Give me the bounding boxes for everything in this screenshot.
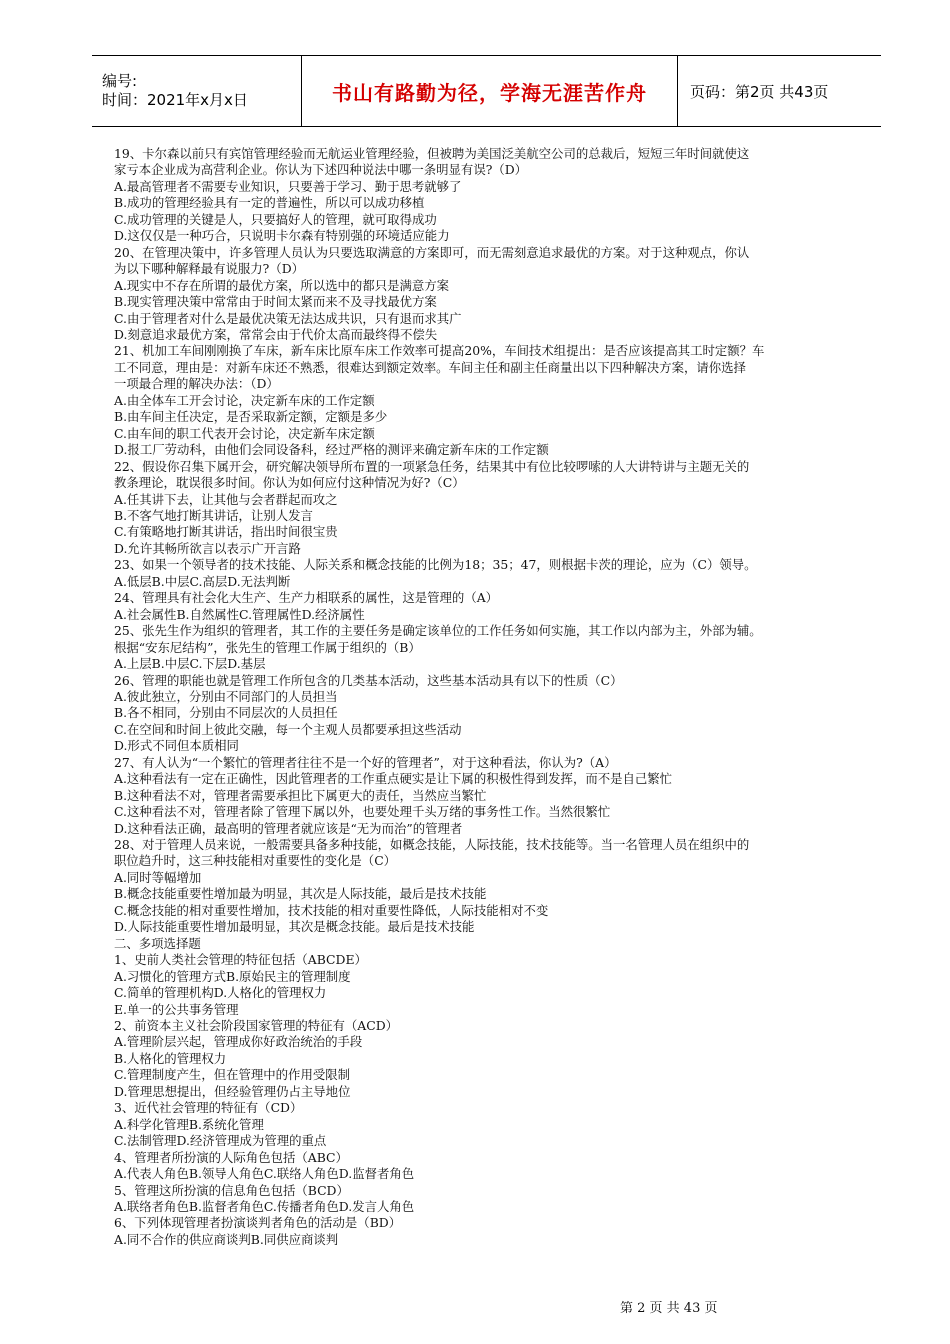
header-meta bbox=[92, 56, 302, 126]
text-line: D.这仅仅是一种巧合，只说明卡尔森有特别强的环境适应能力 bbox=[114, 228, 450, 244]
document-number-label: 编号: bbox=[102, 72, 138, 90]
text-line: B.成功的管理经验具有一定的普遍性，所以可以成功移植 bbox=[114, 195, 425, 211]
text-line: 5、管理这所扮演的信息角色包括（BCD） bbox=[114, 1182, 349, 1198]
text-line: A.彼此独立，分别由不同部门的人员担当 bbox=[114, 688, 338, 704]
header-page-info: 页码：第2页 共43页 bbox=[690, 82, 829, 101]
text-line: A.最高管理者不需要专业知识，只要善于学习、勤于思考就够了 bbox=[114, 178, 462, 194]
text-line: 根据“安东尼结构”，张先生的管理工作属于组织的（B） bbox=[114, 639, 421, 655]
text-line: D.报工厂劳动科，由他们会同设备科，经过严格的测评来确定新车床的工作定额 bbox=[114, 442, 549, 458]
text-line: 4、管理者所扮演的人际角色包括（ABC） bbox=[114, 1149, 348, 1165]
text-line: 二、多项选择题 bbox=[114, 935, 201, 951]
text-line: D.人际技能重要性增加最明显，其次是概念技能。最后是技术技能 bbox=[114, 919, 475, 935]
text-line: B.概念技能重要性增加最为明显，其次是人际技能，最后是技术技能 bbox=[114, 886, 487, 902]
text-line: 22、假设你召集下属开会，研究解决领导所布置的一项紧急任务，结果其中有位比较啰嗦的人大讲特讲与主题无关的 bbox=[114, 458, 750, 474]
text-line: 20、在管理决策中，许多管理人员认为只要选取满意的方案即可，而无需刻意追求最优的方案。对于这种观点，你认 bbox=[114, 244, 750, 260]
text-line: A.习惯化的管理方式B.原始民主的管理制度 bbox=[114, 968, 351, 984]
text-line: A.管理阶层兴起，管理成你好政治统治的手段 bbox=[114, 1034, 363, 1050]
text-line: A.科学化管理B.系统化管理 bbox=[114, 1116, 264, 1132]
text-line: A.同不合作的供应商谈判B.同供应商谈判 bbox=[114, 1231, 339, 1247]
page-footer: 第 2 页 共 43 页 bbox=[620, 1301, 718, 1316]
text-line: B.不客气地打断其讲话，让别人发言 bbox=[114, 507, 313, 523]
text-line: 27、有人认为“一个繁忙的管理者往往不是一个好的管理者”，对于这种看法，你认为?（A） bbox=[114, 754, 617, 770]
page-header bbox=[92, 55, 881, 127]
document-body bbox=[114, 146, 859, 1248]
text-line: A.低层B.中层C.高层D.无法判断 bbox=[114, 573, 291, 589]
text-line: C.由车间的职工代表开会讨论，决定新车床定额 bbox=[114, 425, 375, 441]
text-line: 2、前资本主义社会阶段国家管理的特征有（ACD） bbox=[114, 1018, 399, 1034]
text-line: 3、近代社会管理的特征有（CD） bbox=[114, 1100, 303, 1116]
text-line: A.代表人角色B.领导人角色C.联络人角色D.监督者角色 bbox=[114, 1166, 415, 1182]
text-line: 1、史前人类社会管理的特征包括（ABCDE） bbox=[114, 952, 367, 968]
text-line: B.这种看法不对，管理者需要承担比下属更大的责任，当然应当繁忙 bbox=[114, 787, 487, 803]
text-line: 26、管理的职能也就是管理工作所包含的几类基本活动，这些基本活动具有以下的性质（C） bbox=[114, 672, 623, 688]
text-line: D.形式不同但本质相同 bbox=[114, 738, 239, 754]
text-line: E.单一的公共事务管理 bbox=[114, 1001, 239, 1017]
text-line: B.各不相同，分别由不同层次的人员担任 bbox=[114, 705, 338, 721]
text-line: A.上层B.中层C.下层D.基层 bbox=[114, 656, 266, 672]
text-line: B.由车间主任决定，是否采取新定额，定额是多少 bbox=[114, 409, 388, 425]
text-line: D.管理思想提出，但经验管理仍占主导地位 bbox=[114, 1083, 351, 1099]
text-line: C.成功管理的关键是人，只要搞好人的管理，就可取得成功 bbox=[114, 211, 437, 227]
text-line: 教条理论，耽误很多时间。你认为如何应付这种情况为好?（C） bbox=[114, 475, 465, 491]
text-line: C.由于管理者对什么是最优决策无法达成共识，只有退而求其广 bbox=[114, 310, 462, 326]
text-line: C.概念技能的相对重要性增加，技术技能的相对重要性降低，人际技能相对不变 bbox=[114, 902, 549, 918]
text-line: 25、张先生作为组织的管理者，其工作的主要任务是确定该单位的工作任务如何实施，其工作以内部为主，外部为辅。 bbox=[114, 623, 762, 639]
text-line: A.任其讲下去，让其他与会者群起而攻之 bbox=[114, 491, 338, 507]
text-line: C.法制管理D.经济管理成为管理的重点 bbox=[114, 1133, 327, 1149]
text-line: 工不同意，理由是：对新车床还不熟悉，很难达到额定效率。车间主任和副主任商量出以下四种解决方案，请你选择 bbox=[114, 359, 746, 375]
text-line: D.这种看法正确，最高明的管理者就应该是“无为而治”的管理者 bbox=[114, 820, 463, 836]
document-time: 时间：2021年x月x日 bbox=[102, 91, 248, 109]
header-motto-cell bbox=[302, 56, 678, 126]
text-line: 19、卡尔森以前只有宾馆管理经验而无航运业管理经验，但被聘为美国泛美航空公司的总裁后，短短三年时间就使这 bbox=[114, 146, 750, 161]
text-line: C.有策略地打断其讲话，指出时间很宝贵 bbox=[114, 524, 338, 540]
text-line: 21、机加工车间刚刚换了车床，新车床比原车床工作效率可提高20%，车间技术组提出：是否应该提高其工时定额？车 bbox=[114, 343, 765, 359]
header-motto: 书山有路勤为径，学海无涯苦作舟 bbox=[332, 80, 647, 105]
text-line: D.允许其畅所欲言以表示广开言路 bbox=[114, 540, 301, 556]
text-line: 家亏本企业成为高营利企业。你认为下述四种说法中哪一条明显有误?（D） bbox=[114, 162, 528, 178]
text-line: 职位趋升时，这三种技能相对重要性的变化是（C） bbox=[114, 853, 397, 869]
text-line: B.人格化的管理权力 bbox=[114, 1050, 227, 1066]
header-page-cell bbox=[678, 56, 881, 126]
text-line: 28、对于管理人员来说，一般需要具备多种技能，如概念技能，人际技能，技术技能等。当一名管理人员在组织中的 bbox=[114, 837, 750, 853]
text-line: 6、下列体现管理者扮演谈判者角色的活动是（BD） bbox=[114, 1215, 402, 1231]
text-line: C.管理制度产生，但在管理中的作用受限制 bbox=[114, 1067, 351, 1083]
text-line: A.联络者角色B.监督者角色C.传播者角色D.发言人角色 bbox=[114, 1199, 415, 1214]
text-line: B.现实管理决策中常常由于时间太紧而来不及寻找最优方案 bbox=[114, 294, 437, 310]
text-line: C.简单的管理机构D.人格化的管理权力 bbox=[114, 985, 327, 1001]
text-line: 为以下哪种解释最有说服力?（D） bbox=[114, 261, 305, 277]
text-line: 一项最合理的解决办法：（D） bbox=[114, 376, 279, 392]
text-line: A.同时等幅增加 bbox=[114, 869, 202, 885]
text-line: A.现实中不存在所谓的最优方案，所以选中的都只是满意方案 bbox=[114, 277, 450, 293]
text-line: D.刻意追求最优方案，常常会由于代价太高而最终得不偿失 bbox=[114, 326, 438, 342]
text-line: A.由全体车工开会讨论，决定新车床的工作定额 bbox=[114, 392, 375, 408]
text-line: 24、管理具有社会化大生产、生产力相联系的属性，这是管理的（A） bbox=[114, 590, 499, 606]
text-line: A.这种看法有一定在正确性，因此管理者的工作重点硬实是让下属的积极性得到发挥，而不是自己繁忙 bbox=[114, 771, 673, 787]
text-line: A.社会属性B.自然属性C.管理属性D.经济属性 bbox=[114, 606, 365, 622]
text-line: C.在空间和时间上彼此交融，每一个主观人员都要承担这些活动 bbox=[114, 721, 462, 737]
text-line: C.这种看法不对，管理者除了管理下属以外，也要处理千头万绪的事务性工作。当然很繁忙 bbox=[114, 804, 611, 820]
text-line: 23、如果一个领导者的技术技能、人际关系和概念技能的比例为18；35；47，则根据卡茨的理论，应为（C）领导。 bbox=[114, 557, 757, 573]
